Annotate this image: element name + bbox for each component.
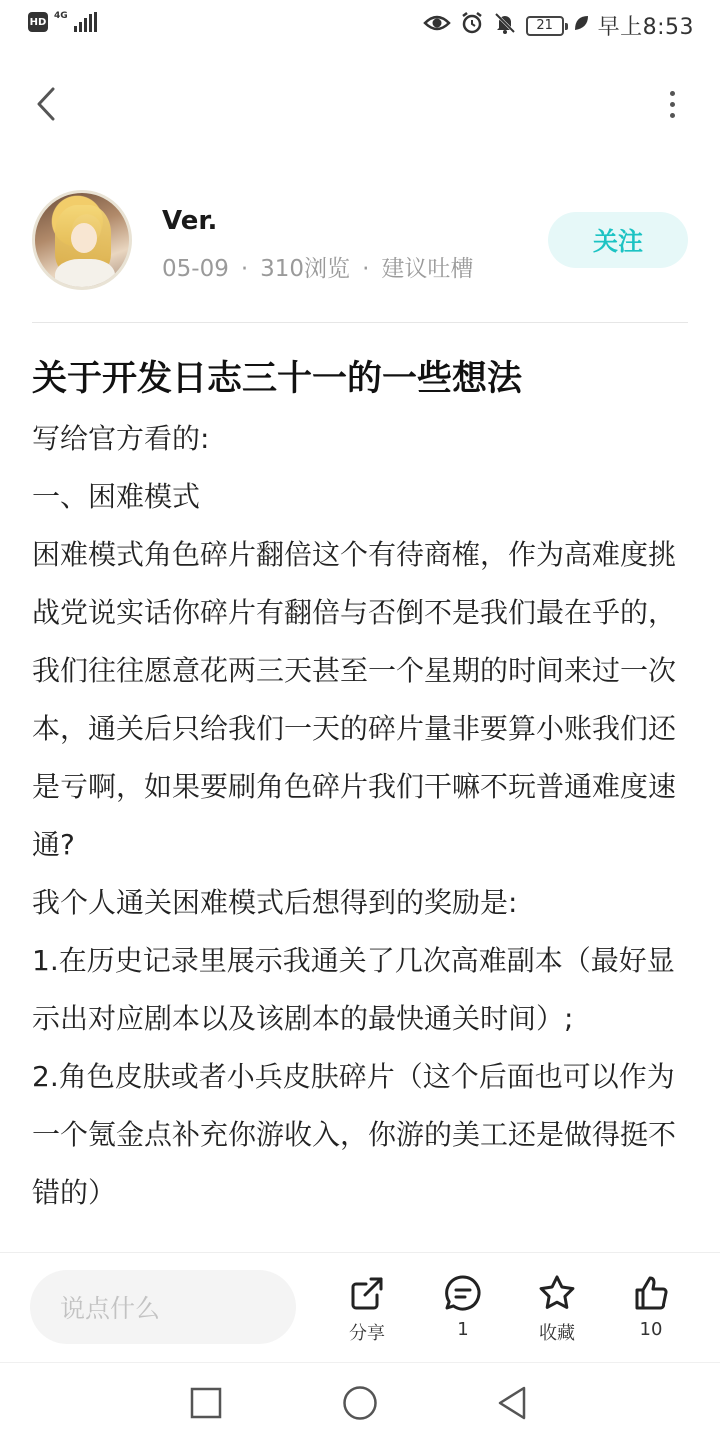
status-time: 早上8:53 xyxy=(597,15,694,40)
view-count: 310浏览 xyxy=(260,256,351,282)
square-icon[interactable] xyxy=(184,1381,228,1425)
thumbs-up-icon xyxy=(631,1273,671,1313)
post-paragraph: 困难模式角色碎片翻倍这个有待商榷，作为高难度挑战党说实话你碎片有翻倍与否倒不是我们最在乎的，我们往往愿意花两三天甚至一个星期的时间来过一次本，通关后只给我们一天的碎片量非要算小账我们还是亏啊，如果要刷角色碎片我们干嘛不玩普通难度速通? xyxy=(32,538,677,861)
eye-icon xyxy=(423,13,451,39)
bottom-action-bar xyxy=(0,1252,720,1362)
like-count: 10 xyxy=(639,1319,663,1340)
post-paragraph: 我个人通关困难模式后想得到的奖励是: xyxy=(32,886,518,919)
back-button[interactable] xyxy=(24,82,68,126)
post-body xyxy=(32,410,692,1222)
post-paragraph: 1.在历史记录里展示我通关了几次高难副本（最好显示出对应剧本以及该剧本的最快通关时间）; xyxy=(32,944,675,1035)
author-row xyxy=(0,186,720,296)
like-button[interactable] xyxy=(616,1273,686,1340)
follow-button[interactable]: 关注 xyxy=(548,212,688,268)
post-content xyxy=(32,348,692,1252)
mute-icon xyxy=(493,11,517,41)
post-category[interactable]: 建议吐槽 xyxy=(381,256,474,282)
comment-button[interactable] xyxy=(428,1273,498,1340)
divider xyxy=(32,322,688,323)
post-meta xyxy=(162,250,473,283)
more-vertical-icon[interactable] xyxy=(660,82,684,126)
status-left xyxy=(28,12,97,32)
post-paragraph: 写给官方看的: xyxy=(32,422,210,455)
chevron-left-icon xyxy=(35,87,57,121)
share-icon xyxy=(347,1273,387,1313)
battery-icon: 21 xyxy=(526,16,564,36)
post-paragraph: 2.角色皮肤或者小兵皮肤碎片（这个后面也可以作为一个氪金点补充你游收入，你游的美工还是做得挺不错的） xyxy=(32,1060,677,1209)
share-label: 分享 xyxy=(349,1323,385,1344)
post-paragraph: 一、困难模式 xyxy=(32,480,201,513)
meta-separator: · xyxy=(362,256,370,282)
system-navigation-bar xyxy=(0,1362,720,1440)
status-right xyxy=(423,10,694,41)
post-title: 关于开发日志三十一的一些想法 xyxy=(32,359,523,399)
triangle-back-icon[interactable] xyxy=(490,1381,534,1425)
post-date: 05-09 xyxy=(162,256,229,282)
share-button[interactable] xyxy=(332,1273,402,1345)
status-bar xyxy=(0,0,720,50)
favorite-button[interactable] xyxy=(522,1273,592,1345)
signal-icon xyxy=(74,12,97,32)
circle-icon[interactable] xyxy=(338,1381,382,1425)
meta-separator: · xyxy=(240,256,249,282)
favorite-label: 收藏 xyxy=(539,1323,575,1344)
star-icon xyxy=(537,1273,577,1313)
alarm-icon xyxy=(460,11,484,41)
hd-badge: HD xyxy=(28,12,48,32)
avatar[interactable] xyxy=(32,190,132,290)
leaf-icon xyxy=(573,13,589,38)
comment-input[interactable]: 说点什么 xyxy=(30,1270,296,1344)
network-type xyxy=(54,12,68,32)
author-name[interactable]: Ver. xyxy=(162,206,218,236)
comment-count: 1 xyxy=(457,1319,469,1340)
network-label: 4G xyxy=(54,11,68,21)
top-nav xyxy=(0,72,720,136)
comment-icon xyxy=(443,1273,483,1313)
